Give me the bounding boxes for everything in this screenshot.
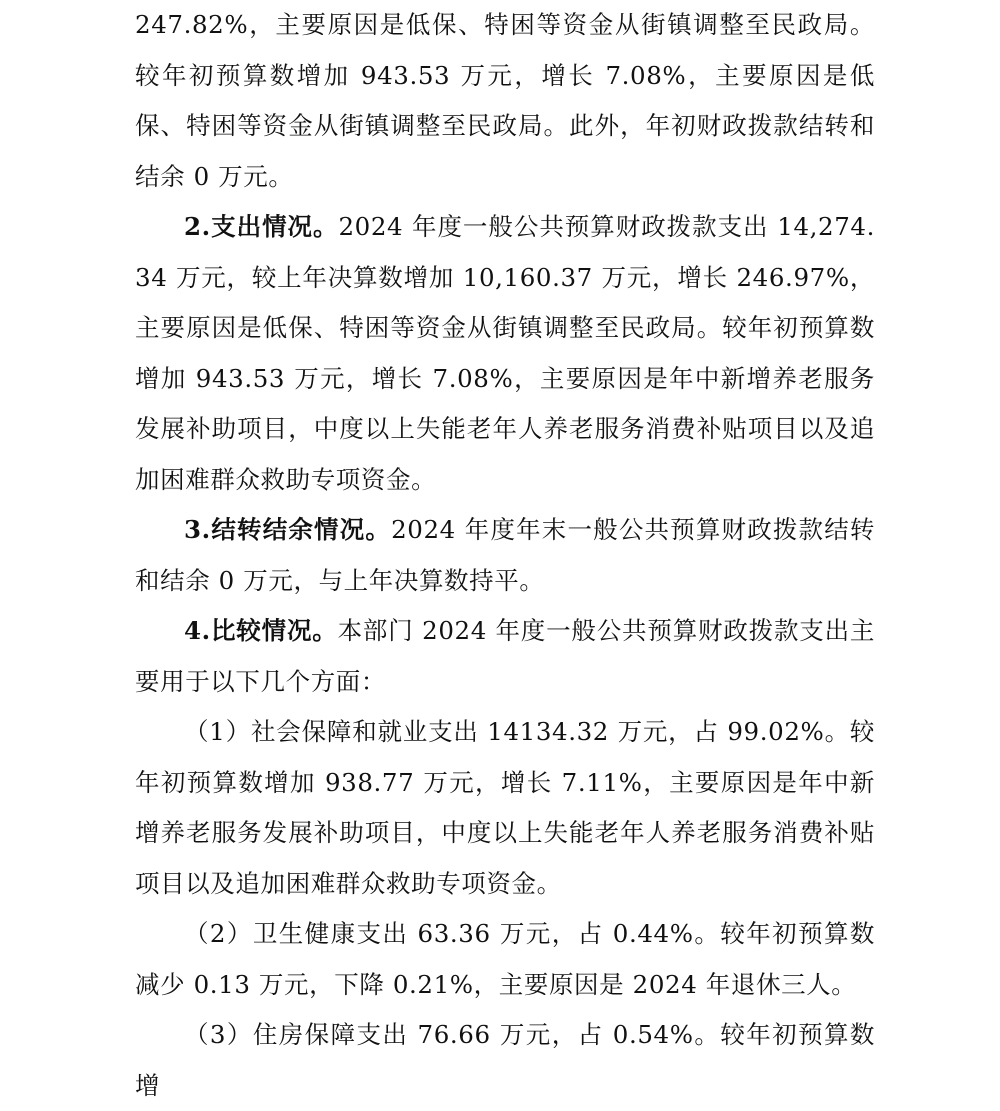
list-item-health [135, 909, 875, 1010]
paragraph-text: 本部门 2024 年度一般公共预算财政拨款支出主要用于以下几个方面： [135, 616, 875, 696]
paragraph-text: （2）卫生健康支出 63.36 万元，占 0.44%。较年初预算数减少 0.13 万元，下降 0.21%，主要原因是 2024 年退休三人。 [135, 919, 875, 999]
section-heading: 3.结转结余情况。 [184, 515, 392, 544]
list-item-housing [135, 1010, 875, 1111]
paragraph-continuation [135, 0, 875, 202]
paragraph-text: （1）社会保障和就业支出 14134.32 万元，占 99.02%。较年初预算数增加 938.77 万元，增长 7.11%，主要原因是年中新增养老服务发展补助项目，中度以上失能老年人养老服务消费补贴项目以及追加困难群众救助专项资金。 [135, 717, 875, 898]
paragraph-text: 2024 年度一般公共预算财政拨款支出 14,274.34 万元，较上年决算数增加 10,160.37 万元，增长 246.97%，主要原因是低保、特困等资金从街镇调整至民政局。较年初预算数增加 943.53 万元，增长 7.08%，主要原因是年中新增养老服务发展补助项目，中度以上失能老年人养老服务消费补贴项目以及追加困难群众救助专项资金。 [135, 212, 875, 494]
section-heading: 4.比较情况。 [184, 616, 338, 645]
paragraph-text: 2024 年度年末一般公共预算财政拨款结转和结余 0 万元，与上年决算数持平。 [135, 515, 875, 595]
paragraph-carryover [135, 505, 875, 606]
list-item-social-security [135, 707, 875, 909]
paragraph-expenditure [135, 202, 875, 505]
paragraph-text: （3）住房保障支出 76.66 万元，占 0.54%。较年初预算数增 [135, 1020, 875, 1100]
section-heading: 2.支出情况。 [184, 212, 339, 241]
paragraph-text: 247.82%，主要原因是低保、特困等资金从街镇调整至民政局。较年初预算数增加 943.53 万元，增长 7.08%，主要原因是低保、特困等资金从街镇调整至民政局。此外，年初财政拨款结转和结余 0 万元。 [135, 10, 875, 191]
paragraph-comparison [135, 606, 875, 707]
